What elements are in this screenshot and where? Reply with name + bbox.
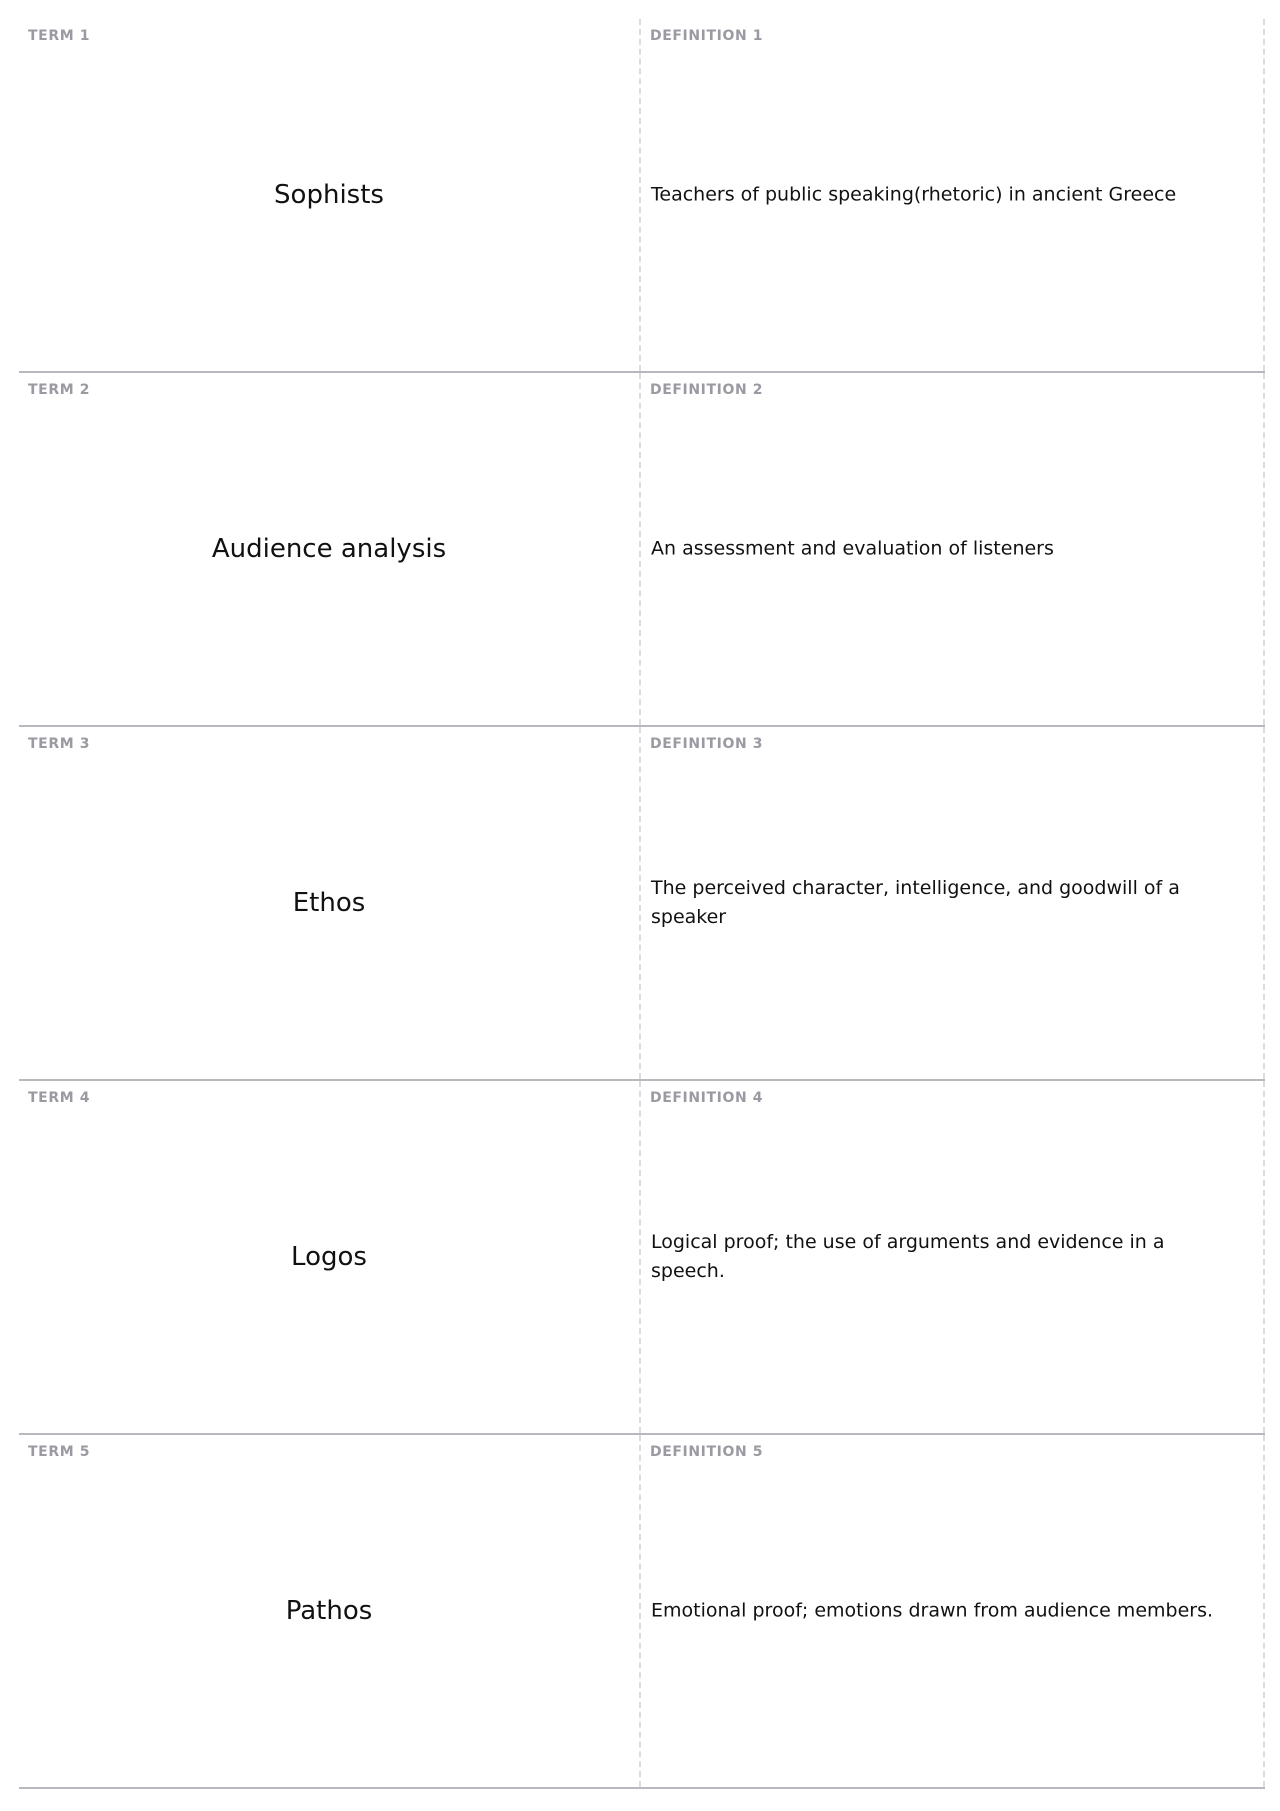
definition-text: An assessment and evaluation of listeners	[651, 537, 1054, 560]
term-cell	[19, 1081, 641, 1433]
definition-cell	[641, 1081, 1265, 1433]
term-text: Audience analysis	[211, 534, 447, 564]
term-cell	[19, 727, 641, 1079]
definition-cell	[641, 1435, 1265, 1787]
flashcard-row	[19, 373, 1265, 727]
definition-label: DEFINITION 5	[650, 1444, 764, 1460]
definition-cell	[641, 19, 1265, 371]
definition-text: Teachers of public speaking(rhetoric) in ancient Greece	[651, 183, 1177, 206]
definition-cell	[641, 373, 1265, 725]
term-label: TERM 5	[28, 1444, 91, 1460]
flashcard-sheet	[19, 19, 1265, 1789]
definition-label: DEFINITION 4	[650, 1090, 764, 1106]
term-label: TERM 3	[28, 736, 91, 752]
term-label: TERM 1	[28, 28, 91, 44]
flashcard-row	[19, 1435, 1265, 1789]
flashcard-row	[19, 1081, 1265, 1435]
definition-label: DEFINITION 2	[650, 382, 764, 398]
definition-text: Logical proof; the use of arguments and evidence in a speech.	[651, 1231, 1165, 1282]
flashcard-row	[19, 19, 1265, 373]
definition-label: DEFINITION 3	[650, 736, 764, 752]
term-label: TERM 4	[28, 1090, 91, 1106]
definition-text: The perceived character, intelligence, and goodwill of a speaker	[651, 877, 1180, 928]
term-cell	[19, 19, 641, 371]
definition-text: Emotional proof; emotions drawn from audience members.	[651, 1599, 1214, 1622]
definition-cell	[641, 727, 1265, 1079]
term-text: Sophists	[274, 180, 384, 210]
term-text: Pathos	[285, 1596, 373, 1626]
term-cell	[19, 373, 641, 725]
term-cell	[19, 1435, 641, 1787]
term-text: Logos	[291, 1242, 367, 1272]
definition-label: DEFINITION 1	[650, 28, 764, 44]
term-label: TERM 2	[28, 382, 91, 398]
term-text: Ethos	[292, 888, 366, 918]
flashcard-row	[19, 727, 1265, 1081]
